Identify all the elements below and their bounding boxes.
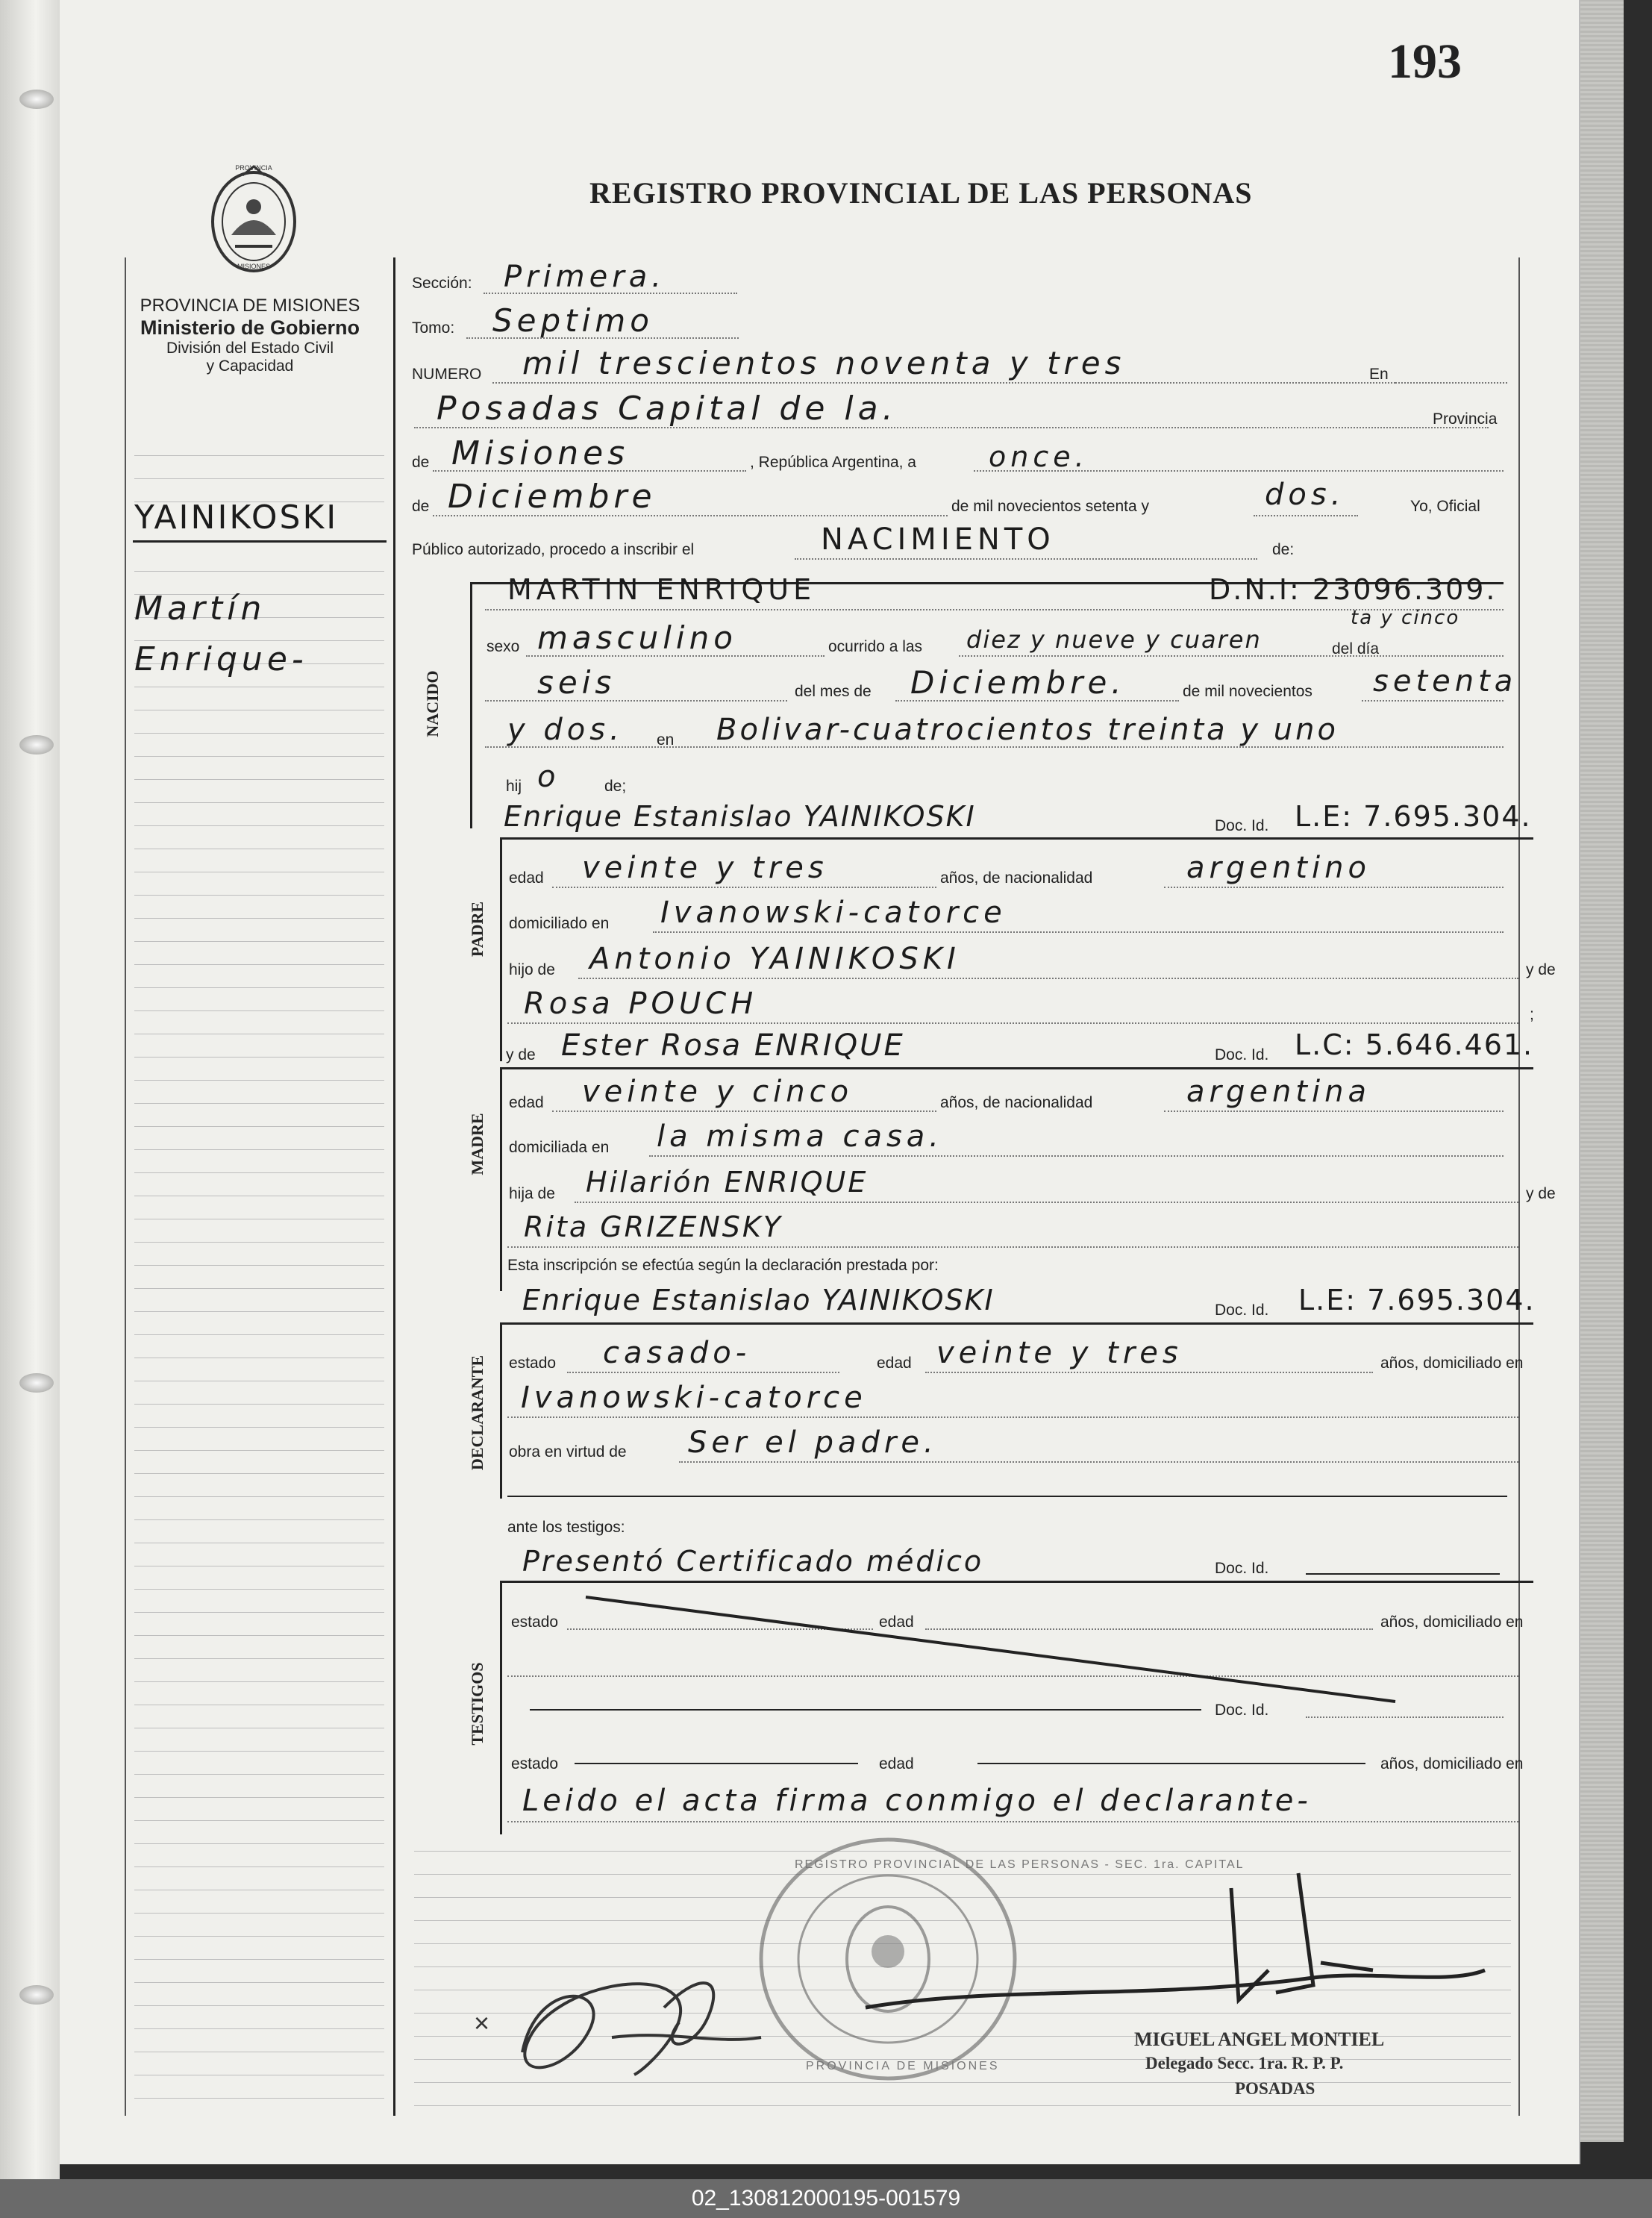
padre-yde-label: y de: [1526, 961, 1556, 978]
padre-bracket: [500, 837, 502, 1061]
margin-rule: [134, 1149, 384, 1150]
section-nacido: NACIDO: [423, 670, 442, 737]
margin-rule: [134, 1751, 384, 1752]
margin-rule: [134, 964, 384, 965]
margin-rule: [134, 455, 384, 456]
padre-dom-value: Ivanowski-catorce: [660, 896, 1007, 930]
margin-rule: [134, 2005, 384, 2006]
testigo2-estado-label: estado: [511, 1755, 559, 1772]
testigo2-edad-line: [977, 1763, 1365, 1764]
margin-rule: [134, 1843, 384, 1844]
declarante-top-line: [500, 1322, 1533, 1325]
hij-label: hij: [506, 778, 522, 795]
lugar-value: Posadas Capital de la.: [437, 390, 898, 428]
margin-surname: YAINIKOSKI: [134, 499, 339, 537]
section-declarante: DECLARANTE: [468, 1355, 486, 1471]
padre-doc-value: L.E: 7.695.304.: [1295, 800, 1532, 833]
padre-nac-value: argentino: [1186, 851, 1371, 885]
acto-value: NACIMIENTO: [821, 522, 1055, 557]
margin-rule: [134, 918, 384, 919]
decl-nombre-value: Enrique Estanislao YAINIKOSKI: [522, 1284, 995, 1316]
padre-edad-label: edad: [509, 869, 544, 887]
surname-underline: [133, 540, 387, 543]
de-semi-label: de;: [604, 778, 627, 795]
padre-padre-value: Antonio YAINIKOSKI: [589, 942, 960, 976]
yo-oficial-label: Yo, Oficial: [1410, 498, 1480, 515]
strike-diagonal: [582, 1593, 1403, 1705]
seccion-value: Primera.: [504, 260, 666, 294]
margin-rule: [134, 2098, 384, 2099]
seal-top-text: PROVINCIA: [235, 164, 272, 172]
official-name: MIGUEL ANGEL MONTIEL: [1134, 2028, 1385, 2050]
margin-rule: [134, 1496, 384, 1497]
margin-rule: [134, 825, 384, 826]
decl-estado-value: casado-: [603, 1336, 751, 1370]
margin-rule: [134, 1427, 384, 1428]
margin-rule: [134, 1288, 384, 1289]
testigo-nota-value: Presentó Certificado médico: [522, 1545, 984, 1578]
declarante-end-line: [507, 1496, 1507, 1497]
decl-anos-label: años, domiciliado en: [1380, 1355, 1524, 1372]
margin-left-border: [125, 257, 126, 2116]
padre-dom-label: domiciliado en: [509, 915, 610, 932]
margin-rule: [134, 779, 384, 780]
margin-rule: [134, 756, 384, 757]
margin-rule: [134, 1589, 384, 1590]
madre-nombre-value: Ester Rosa ENRIQUE: [561, 1028, 905, 1063]
testigo1-name-line: [530, 1709, 1201, 1711]
org-province: PROVINCIA DE MISIONES: [140, 296, 360, 316]
decl-dom-value: Ivanowski-catorce: [521, 1381, 867, 1415]
margin-rule: [134, 802, 384, 803]
margin-rule: [134, 1866, 384, 1867]
section-padre: PADRE: [468, 901, 486, 958]
de-colon-label: de:: [1272, 541, 1295, 558]
hora-superscript: ta y cinco: [1351, 607, 1460, 629]
sexo-value: masculino: [537, 619, 737, 656]
madre-edad-value: veinte y cinco: [582, 1075, 854, 1109]
mes-value: Diciembre: [448, 478, 657, 516]
testigos-top-line: [500, 1581, 1533, 1583]
anio-value: dos.: [1265, 478, 1345, 512]
margin-rule: [134, 1635, 384, 1636]
margin-right-border: [393, 257, 395, 2116]
testigo-doc-line: [1306, 1573, 1500, 1575]
org-division: División del Estado Civil: [166, 340, 334, 357]
decl-estado-label: estado: [509, 1355, 557, 1372]
decl-doc-value: L.E: 7.695.304.: [1298, 1284, 1536, 1316]
margin-rule: [134, 1334, 384, 1335]
dni-value: D.N.I: 23096.309.: [1209, 573, 1498, 606]
decl-edad-value: veinte y tres: [936, 1336, 1183, 1370]
margin-rule: [134, 1913, 384, 1914]
publico-label: Público autorizado, procedo a inscribir el: [412, 541, 695, 558]
madre-dom-value: la misma casa.: [657, 1119, 944, 1154]
seal-bottom-text: MISIONES: [237, 263, 270, 270]
page-title: REGISTRO PROVINCIAL DE LAS PERSONAS: [589, 176, 1253, 210]
margin-rule: [134, 2028, 384, 2029]
tomo-value: Septimo: [492, 302, 654, 339]
decl-virtud-value: Ser el padre.: [688, 1425, 938, 1460]
margin-rule: [134, 1612, 384, 1613]
page-number: 193: [1388, 34, 1462, 89]
official-role: Delegado Secc. 1ra. R. P. P.: [1145, 2054, 1344, 2072]
nacido-bracket: [470, 582, 472, 828]
provincia-label: Provincia: [1433, 410, 1498, 428]
padre-doc-label: Doc. Id.: [1215, 817, 1269, 834]
section-testigos: TESTIGOS: [468, 1662, 486, 1746]
domicilio-nac-value: Bolivar-cuatrocientos treinta y uno: [716, 713, 1339, 747]
margin-rule: [134, 1959, 384, 1960]
hij-suffix: o: [537, 760, 560, 794]
de-label-2: de: [412, 498, 430, 515]
de-mil-nov-label: de mil novecientos: [1183, 683, 1312, 700]
x-mark: ×: [474, 2008, 490, 2038]
testigo1-anos-label: años, domiciliado en: [1380, 1613, 1524, 1631]
stamp-bottom-text: PROVINCIA DE MISIONES: [806, 2060, 1000, 2072]
del-dia-label: del día: [1332, 640, 1380, 657]
margin-rule: [134, 1265, 384, 1266]
anio-nac-1: setenta: [1373, 664, 1518, 699]
mes-nac-value: Diciembre.: [910, 664, 1126, 701]
madre-bracket: [500, 1067, 502, 1291]
madre-anos-label: años, de nacionalidad: [940, 1094, 1093, 1111]
declarante-bracket: [500, 1322, 502, 1499]
padre-madre-value: Rosa POUCH: [524, 987, 758, 1021]
section-madre: MADRE: [468, 1113, 486, 1175]
del-mes-label: del mes de: [795, 683, 872, 700]
padre-top-line: [500, 837, 1533, 840]
testigos-bracket: [500, 1581, 502, 1834]
margin-rule: [134, 1681, 384, 1682]
de-label: de: [412, 454, 430, 471]
margin-rule: [134, 1450, 384, 1451]
margin-rule: [134, 1242, 384, 1243]
madre-dom-label: domiciliada en: [509, 1139, 610, 1156]
madre-padre-value: Hilarión ENRIQUE: [586, 1166, 869, 1199]
margin-rule: [134, 1080, 384, 1081]
margin-rule: [134, 1936, 384, 1937]
sexo-label: sexo: [486, 638, 520, 655]
madre-madre-value: Rita GRIZENSKY: [524, 1210, 783, 1243]
margin-rule: [134, 1658, 384, 1659]
madre-edad-label: edad: [509, 1094, 544, 1111]
en-label-2: en: [657, 731, 675, 749]
margin-rule: [134, 895, 384, 896]
scan-footer: 02_130812000195-001579: [0, 2179, 1652, 2218]
padre-nombre-value: Enrique Estanislao YAINIKOSKI: [504, 800, 976, 833]
margin-rule: [134, 1311, 384, 1312]
testigo1-doc-label: Doc. Id.: [1215, 1702, 1269, 1719]
margin-rule: [134, 733, 384, 734]
register-sheet: [60, 0, 1580, 2164]
signatures-icon: [478, 1858, 1507, 2105]
margin-rule: [134, 1126, 384, 1127]
dia-nac-value: seis: [537, 664, 616, 701]
ante-label: ante los testigos:: [507, 1519, 625, 1536]
binder-ring: [19, 1985, 54, 2005]
decl-doc-label: Doc. Id.: [1215, 1302, 1269, 1319]
testigo2-estado-line: [575, 1763, 858, 1764]
ocurrido-label: ocurrido a las: [828, 638, 923, 655]
en-label: En: [1369, 366, 1389, 383]
margin-given-name-1: Martín: [134, 590, 266, 628]
org-capacity: y Capacidad: [206, 357, 294, 375]
padre-semicolon: ;: [1530, 1006, 1534, 1023]
margin-rule: [134, 571, 384, 572]
frame-right-border: [1518, 257, 1520, 2116]
binder-edge: [0, 0, 60, 2179]
madre-doc-value: L.C: 5.646.461.: [1295, 1028, 1534, 1061]
org-block: [131, 296, 369, 375]
padre-hijo-label: hijo de: [509, 961, 555, 978]
padre-edad-value: veinte y tres: [582, 851, 828, 885]
book-cloth-edge: [1579, 0, 1624, 2142]
binder-ring: [19, 90, 54, 109]
madre-top-line: [500, 1067, 1533, 1069]
margin-rule: [134, 987, 384, 988]
madre-doc-label: Doc. Id.: [1215, 1046, 1269, 1063]
org-ministry: Ministerio de Gobierno: [140, 316, 360, 339]
anio-nac-2: y dos.: [507, 713, 624, 747]
provincial-seal-icon: [205, 160, 302, 280]
margin-rule: [134, 1797, 384, 1798]
testigo2-edad-label: edad: [879, 1755, 914, 1772]
madre-hija-label: hija de: [509, 1185, 555, 1202]
madre-yde-label: y de: [506, 1046, 536, 1063]
cierre-value: Leido el acta firma conmigo el declarante-: [522, 1784, 1312, 1818]
decl-obra-label: obra en virtud de: [509, 1443, 627, 1461]
margin-rule: [134, 478, 384, 479]
testigo2-anos-label: años, domiciliado en: [1380, 1755, 1524, 1772]
margin-rule: [134, 1172, 384, 1173]
republica-label: , República Argentina, a: [750, 454, 916, 471]
provincia-value: Misiones: [451, 434, 630, 472]
madre-yde-label-2: y de: [1526, 1185, 1556, 1202]
official-city: POSADAS: [1235, 2079, 1315, 2098]
stamp-ring-text: REGISTRO PROVINCIAL DE LAS PERSONAS - SEC. 1ra. CAPITAL: [795, 1858, 1245, 1871]
nombre-value: MARTIN ENRIQUE: [507, 573, 816, 606]
seccion-label: Sección:: [412, 275, 472, 292]
fecha-dia-value: once.: [989, 440, 1089, 473]
padre-anos-label: años, de nacionalidad: [940, 869, 1093, 887]
numero-label: NUMERO: [412, 366, 482, 383]
margin-rule: [134, 1982, 384, 1983]
testigo-doc-label: Doc. Id.: [1215, 1560, 1269, 1577]
decl-edad-label: edad: [877, 1355, 912, 1372]
inscripcion-label: Esta inscripción se efectúa según la declaración prestada por:: [507, 1257, 939, 1274]
margin-rule: [134, 1010, 384, 1011]
testigo1-estado-label: estado: [511, 1613, 559, 1631]
de-mil-label: de mil novecientos setenta y: [951, 498, 1149, 515]
hora-value: diez y nueve y cuaren: [966, 625, 1262, 654]
margin-rule: [134, 1404, 384, 1405]
margin-rule: [134, 1103, 384, 1104]
margin-rule: [134, 1774, 384, 1775]
testigo1-edad-label: edad: [879, 1613, 914, 1631]
main-rule: [414, 2105, 1511, 2106]
margin-rule: [134, 1057, 384, 1058]
binder-ring: [19, 1373, 54, 1393]
numero-value: mil trescientos noventa y tres: [522, 345, 1126, 381]
binder-ring: [19, 735, 54, 755]
margin-rule: [134, 1473, 384, 1474]
tomo-label: Tomo:: [412, 319, 455, 337]
margin-rule: [134, 941, 384, 942]
margin-given-name-2: Enrique-: [134, 640, 308, 678]
margin-rule: [134, 1519, 384, 1520]
madre-nac-value: argentina: [1186, 1075, 1371, 1109]
margin-rule: [134, 1820, 384, 1821]
